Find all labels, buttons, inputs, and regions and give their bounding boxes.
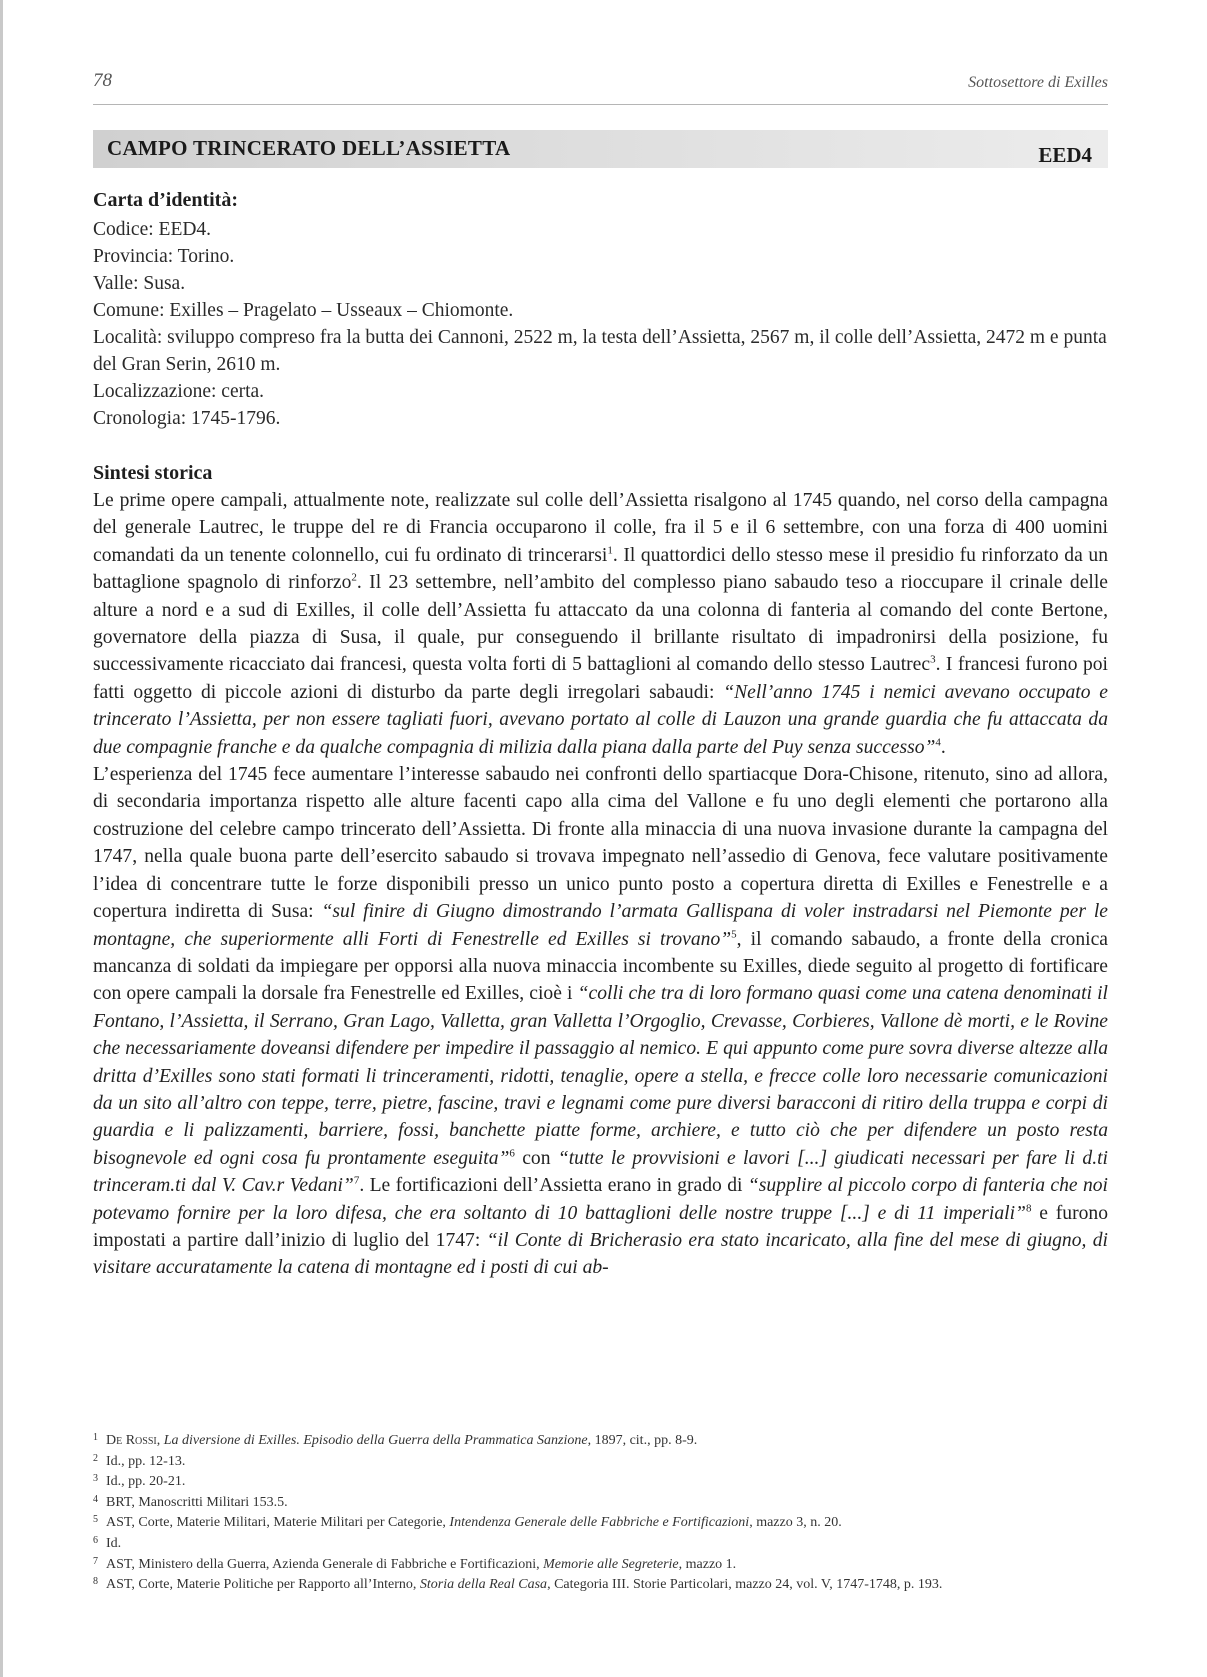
footnote — [93, 1575, 1108, 1596]
running-head-section: Sottosettore di Exilles — [968, 74, 1108, 91]
footnote-ref: 8 — [1025, 1202, 1032, 1215]
footnote-text: BRT, Manoscritti Militari 153.5. — [106, 1494, 288, 1510]
footnote-ref: 5 — [731, 927, 737, 940]
page-number: 78 — [93, 70, 112, 91]
quotation: “sul finire di Giugno dimostrando l’armata Gallispana di voler instradarsi nel Piemonte per le montagne, che superiormente alli Forti di Fenestrelle ed Exilles si trovano” — [93, 901, 1108, 950]
footnote-number: 5 — [93, 1514, 98, 1526]
quotation: “il Conte di Bricherasio era stato incaricato, alla fine del mese di giugno, di visitare accuratamente la catena di montagne ed i posti di cui ab- — [93, 1229, 1108, 1279]
identity-heading: Carta d’identità: — [93, 189, 238, 211]
paragraph — [93, 761, 1108, 1282]
footnote — [93, 1493, 1108, 1514]
footnote-ref: 2 — [351, 571, 357, 584]
footnote-author: De Rossi — [106, 1433, 157, 1448]
footnote-text: , 1897, cit., pp. 8-9. — [587, 1433, 698, 1448]
footnote-number: 7 — [93, 1555, 98, 1567]
text-run: , il comando sabaudo, a fronte della cronica mancanza di soldati da impiegare per opporsi alla nuova minaccia incombente su Exilles, diede seguito al progetto di fortificare con opere campali la dorsale fra Fenestrelle ed Exilles, cioè i — [93, 928, 1108, 1005]
text-run: L’esperienza del 1745 fece aumentare l’interesse sabaudo nei confronti dello spartiacque Dora-Chisone, ritenuto, sino ad allora, di secondaria importanza rispetto alle alture facenti capo alla cima del Vallone e fu uno degli elementi che portarono alla costruzione del celebre campo trincerato dell’Assietta. Di fronte alla minaccia di una nuova invasione durante la campagna del 1747, nella quale buona parte dell’esercito sabaudo si trovava impegnato nell’assedio di Genova, fece valutare positivamente l’idea di concentrare tutte le forze disponibili presso un unico punto posto a copertura diretta di Exilles e Fenestrelle e a copertura indiretta di Susa: — [93, 764, 1108, 923]
footnote-ref: 7 — [353, 1174, 360, 1187]
quotation: “colli che tra di loro formano quasi come una catena denominati il Fontano, l’Assietta, il Serrano, Gran Lago, Valletta, gran Valletta l’Orgoglio, Crevasse, Corbieres, Vallone dè morti, e le Rovine che necessariamente doveansi difendere per impedire il passaggio al nemico. E qui appunto come pure sovra diverse altezze alla dritta d’Exilles sono stati formati li trinceramenti, ridotti, tenaglie, opere a stella, e frecce colle loro necessarie comunicazioni da un sito all’altro con teppe, terre, pietre, fascine, travi e legnami come pure diversi baracconi di ritiro della truppa e corpi di guardia e li palizzamenti, barriere, fossi, banchette piatte forme, archiere, e tutto ciò che per difendere un posto resta bisognevole ed ogni cosa fu prontamente eseguita” — [93, 983, 1108, 1169]
footnote-ref: 3 — [930, 653, 936, 666]
running-head — [93, 70, 1108, 105]
text-run: e furono impostati a partire dall’inizio di luglio del 1747: — [93, 1202, 1109, 1251]
site-code: EED4 — [1038, 143, 1092, 167]
identity-card — [93, 187, 1108, 432]
identity-line: Località: sviluppo compreso fra la butta dei Cannoni, 2522 m, la testa dell’Assietta, 2567 m, il colle dell’Assietta, 2472 m e punta del Gran Serin, 2610 m. — [93, 327, 1107, 375]
quotation: “supplire al piccolo corpo di fanteria che noi potevamo fornire per la loro difesa, che era soltanto di 10 battaglioni delle nostre truppe [...] e di 11 imperiali” — [93, 1175, 1108, 1224]
footnote-text: AST, Corte, Materie Militari, Materie Militari per Categorie, — [106, 1515, 450, 1531]
footnote-number: 8 — [93, 1576, 98, 1588]
text-run: . I francesi furono poi fatti oggetto di piccole azioni di disturbo da parte degli irregolari sabaudi: — [93, 654, 1108, 703]
body-text — [93, 487, 1108, 1282]
paragraph — [93, 487, 1108, 761]
footnote-ref: 6 — [509, 1147, 515, 1160]
footnote — [93, 1431, 1108, 1452]
historical-summary — [93, 460, 1108, 1282]
page-left-edge — [0, 0, 3, 1677]
page-title: CAMPO TRINCERATO DELL’ASSIETTA — [107, 136, 511, 160]
title-bar — [93, 130, 1108, 168]
text-run: Le prime opere campali, attualmente note, realizzate sul colle dell’Assietta risalgono al 1745 quando, nel corso della campagna del generale Lautrec, le truppe del re di Francia occuparono il colle, fra il 5 e il 6 settembre, con una forza di 400 uomini comandati da un tenente colonnello, cui fu ordinato di trincerarsi — [93, 490, 1108, 566]
footnote-text: Id., pp. 20-21. — [106, 1474, 186, 1490]
footnote — [93, 1472, 1108, 1493]
footnote-number: 3 — [93, 1473, 98, 1485]
quotation: “tutte le provvisioni e lavori [...] giudicati necessari per fare li d.ti trinceram.ti dal V. Cav.r Vedani” — [93, 1147, 1108, 1197]
footnote-text: , mazzo 1. — [678, 1556, 737, 1572]
footnote-title: Storia della Real Casa — [419, 1577, 548, 1593]
footnote-text: , — [156, 1433, 164, 1448]
identity-line: Valle: Susa. — [93, 273, 186, 294]
footnote-text: AST, Corte, Materie Politiche per Rapporto all’Interno, — [106, 1577, 420, 1593]
quotation: “Nell’anno 1745 i nemici avevano occupato e trincerato l’Assietta, per non essere tagliati fuori, avevano portato al colle di Lauzon una grande guardia che fu attaccata da due compagnie franche e da qualche compagnia di milizia dalla piana dalla parte del Puy senza successo” — [93, 681, 1108, 758]
identity-line: Cronologia: 1745-1796. — [93, 408, 281, 429]
text-run: con — [514, 1147, 558, 1169]
text-run: . Il quattordici dello stesso mese il presidio fu rinforzato da un battaglione spagnolo di rinforzo — [93, 544, 1108, 594]
footnote-number: 2 — [93, 1452, 98, 1464]
footnote-title: Intendenza Generale delle Fabbriche e Fortificazioni — [449, 1515, 750, 1531]
footnote-title: La diversione di Exilles. Episodio della Guerra della Prammatica Sanzione — [163, 1433, 588, 1448]
footnote-text: Id., pp. 12-13. — [106, 1453, 186, 1469]
footnote-ref: 1 — [607, 544, 613, 557]
text-run: . — [940, 736, 946, 758]
identity-line: Localizzazione: certa. — [93, 381, 265, 402]
footnote-text: , Categoria III. Storie Particolari, mazzo 24, vol. V, 1747-1748, p. 193. — [547, 1577, 943, 1593]
text-run: . Il 23 settembre, nell’ambito del complesso piano sabaudo teso a rioccupare il crinale delle alture a nord e a sud di Exilles, il colle dell’Assietta fu attaccato da una colonna di fanteria al comando del conte Bertone, governatore della piazza di Susa, il quale, pur conseguendo il brillante risultato di impadronirsi della posizione, fu successivamente ricacciato dai francesi, questa volta forti di 5 battaglioni al comando dello stesso Lautrec — [93, 572, 1108, 676]
identity-line: Comune: Exilles – Pragelato – Usseaux – Chiomonte. — [93, 300, 514, 321]
footnote-ref: 4 — [935, 736, 941, 749]
footnote — [93, 1534, 1108, 1555]
footnote — [93, 1555, 1108, 1576]
footnote — [93, 1452, 1108, 1473]
footnotes — [93, 1431, 1108, 1596]
footnote-text: Id. — [106, 1535, 122, 1551]
footnote-number: 1 — [93, 1432, 98, 1443]
identity-line: Provincia: Torino. — [93, 246, 235, 267]
footnote-title: Memorie alle Segreterie — [543, 1556, 679, 1572]
footnote — [93, 1513, 1108, 1534]
footnote-text: , mazzo 3, n. 20. — [749, 1515, 842, 1531]
footnote-text: AST, Ministero della Guerra, Azienda Generale di Fabbriche e Fortificazioni, — [106, 1556, 544, 1572]
footnote-number: 6 — [93, 1534, 98, 1546]
history-heading: Sintesi storica — [93, 462, 213, 484]
footnote-number: 4 — [93, 1493, 98, 1505]
text-run: . Le fortificazioni dell’Assietta erano in grado di — [359, 1175, 748, 1197]
identity-line: Codice: EED4. — [93, 219, 212, 240]
